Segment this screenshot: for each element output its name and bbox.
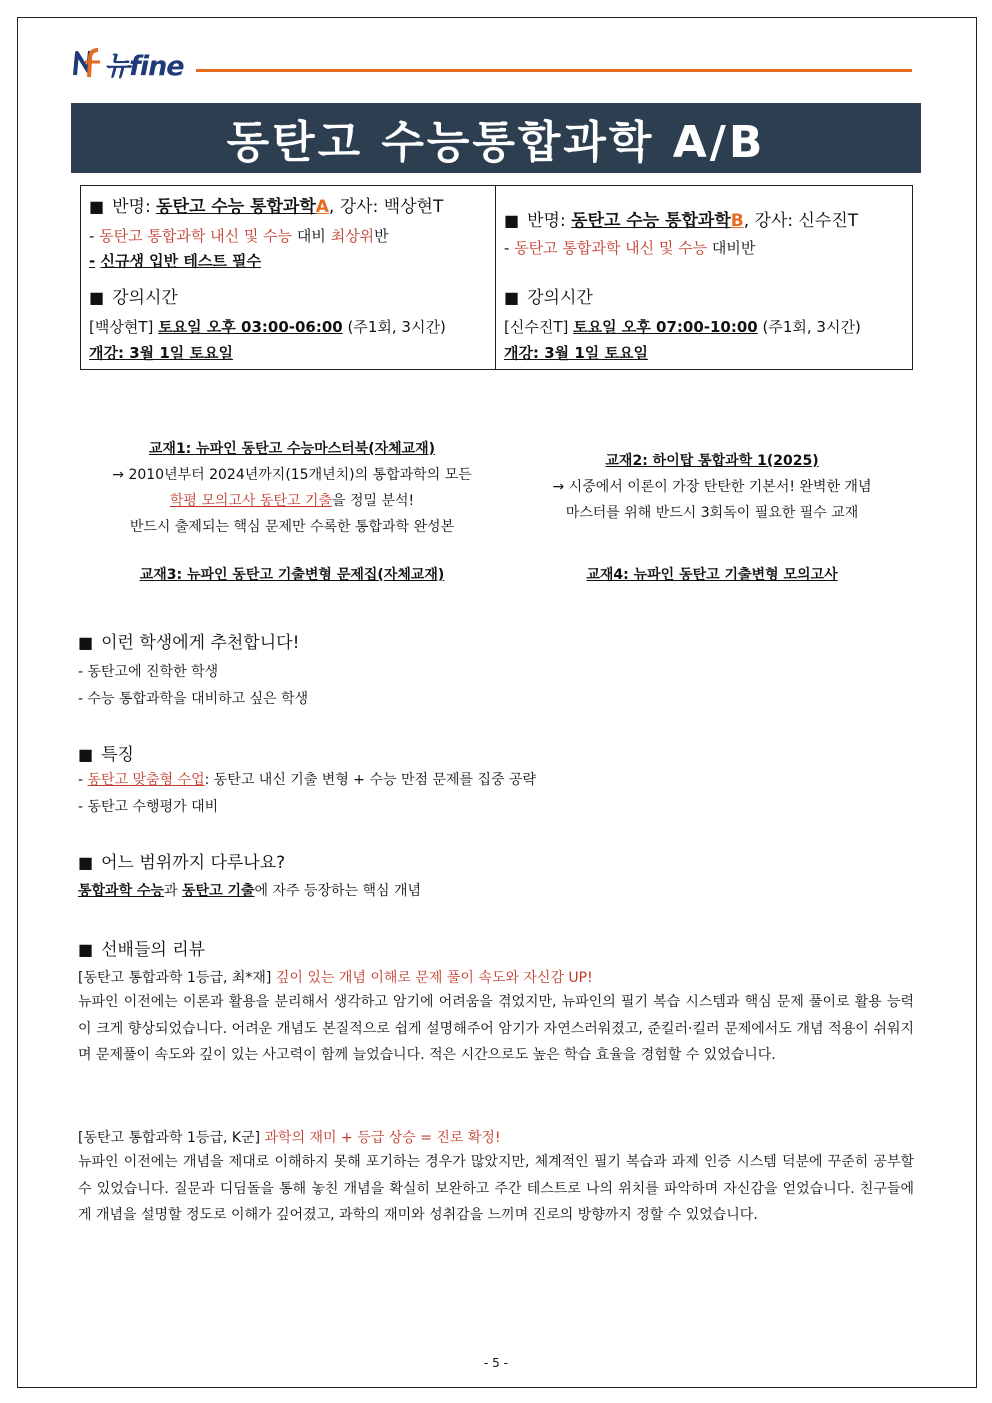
- class-a-schedule: [백상현T] 토요일 오후 03:00-06:00 (주1회, 3시간): [89, 318, 446, 336]
- class-a-name: ■ 반명: 동탄고 수능 통합과학A, 강사: 백상현T: [89, 197, 444, 217]
- bullet-icon: ■: [89, 197, 105, 216]
- class-a-schedule-title: ■ 강의시간: [89, 288, 178, 308]
- book1-line3: 반드시 출제되는 핵심 문제만 수록한 통합과학 완성본: [129, 519, 455, 535]
- book2-title: 교재2: 하이탑 통합과학 1(2025): [605, 453, 819, 469]
- recommend-item: - 동탄고에 진학한 학생: [78, 664, 219, 680]
- book2-line2: 마스터를 위해 반드시 3회독이 필요한 필수 교재: [565, 505, 859, 521]
- page-number: - 5 -: [484, 1356, 508, 1370]
- class-b-info: [496, 186, 912, 369]
- recommend-title: ■ 이런 학생에게 추천합니다!: [78, 633, 300, 653]
- class-a-open-date: 개강: 3월 1일 토요일: [89, 344, 233, 362]
- scope-title: ■ 어느 범위까지 다루나요?: [78, 853, 286, 873]
- logo-text: 뉴fine: [104, 50, 184, 82]
- features-title: ■ 특징: [78, 745, 134, 765]
- book1-line2: 학평 모의고사 동탄고 기출을 정밀 분석!: [169, 493, 415, 509]
- header-rule: [196, 69, 912, 72]
- class-b-schedule-title: ■ 강의시간: [504, 288, 593, 308]
- book3-title: 교재3: 뉴파인 동탄고 기출변형 문제집(자체교재): [139, 567, 445, 583]
- feature-item-1: - 동탄고 맞춤형 수업: 동탄고 내신 기출 변형 + 수능 만점 문제를 집중 공략: [78, 772, 537, 788]
- class-b-name: ■ 반명: 동탄고 수능 통합과학B, 강사: 신수진T: [504, 211, 859, 231]
- class-b-open-date: 개강: 3월 1일 토요일: [504, 344, 648, 362]
- feature-item-2: - 동탄고 수행평가 대비: [78, 799, 219, 815]
- review-1-header: [동탄고 통합과학 1등급, 최*재] 깊이 있는 개념 이해로 문제 풀이 속도와 자신감 UP!: [78, 970, 593, 986]
- book1-title: 교재1: 뉴파인 동탄고 수능마스터북(자체교재): [148, 441, 436, 457]
- recommend-item: - 수능 통합과학을 대비하고 싶은 학생: [78, 691, 309, 707]
- brand-logo: [72, 46, 184, 80]
- class-a-target: - 동탄고 통합과학 내신 및 수능 대비 최상위반: [89, 227, 389, 245]
- book4-title: 교재4: 뉴파인 동탄고 기출변형 모의고사: [586, 567, 838, 583]
- logo-mark-icon: [72, 47, 102, 79]
- reviews-title: ■ 선배들의 리뷰: [78, 940, 206, 960]
- book1-block: [92, 436, 492, 540]
- book2-block: [512, 448, 912, 526]
- review-1-body: 뉴파인 이전에는 이론과 활용을 분리해서 생각하고 암기에 어려움을 겪었지만, 뉴파인의 필기 복습 시스템과 핵심 문제 풀이로 활용 능력이 크게 향상되었습니다. 어려운 개념도 본질적으로 쉽게 설명해주어 암기가 자연스러워졌고, 준킬러·킬러 문제에서도 개념 적용이 쉬워지며 문제풀이 속도와 깊이 있는 사고력이 함께 늘었습니다. 적은 시간으로도 높은 학습 효율을 경험할 수 있었습니다.: [78, 994, 914, 1063]
- class-b-target: - 동탄고 통합과학 내신 및 수능 대비반: [504, 239, 756, 257]
- class-a-notice: - 신규생 입반 테스트 필수: [89, 252, 262, 270]
- book1-line1: → 2010년부터 2024년까지(15개년치)의 통합과학의 모든: [112, 467, 472, 483]
- book2-line1: → 시중에서 이론이 가장 탄탄한 기본서! 완벽한 개념: [552, 479, 872, 495]
- class-info-box: [80, 185, 913, 370]
- class-a-info: [81, 186, 496, 369]
- review-2-header: [동탄고 통합과학 1등급, K군] 과학의 재미 + 등급 상승 = 진로 확정!: [78, 1130, 501, 1146]
- review-2-body: 뉴파인 이전에는 개념을 제대로 이해하지 못해 포기하는 경우가 많았지만, 체계적인 필기 복습과 과제 인증 시스템 덕분에 꾸준히 공부할 수 있었습니다. 질문과 디딤돌을 통해 놓친 개념을 확실히 보완하고 주간 테스트로 나의 위치를 파악하며 자신감을 얻었습니다. 친구들에게 개념을 설명할 정도로 이해가 깊어졌고, 과학의 재미와 성취감을 느끼며 진로의 방향까지 정할 수 있었습니다.: [78, 1154, 914, 1223]
- class-b-schedule: [신수진T] 토요일 오후 07:00-10:00 (주1회, 3시간): [504, 318, 861, 336]
- scope-text: 통합과학 수능과 동탄고 기출에 자주 등장하는 핵심 개념: [78, 883, 422, 899]
- page-title: 동탄고 수능통합과학 A/B: [71, 103, 921, 173]
